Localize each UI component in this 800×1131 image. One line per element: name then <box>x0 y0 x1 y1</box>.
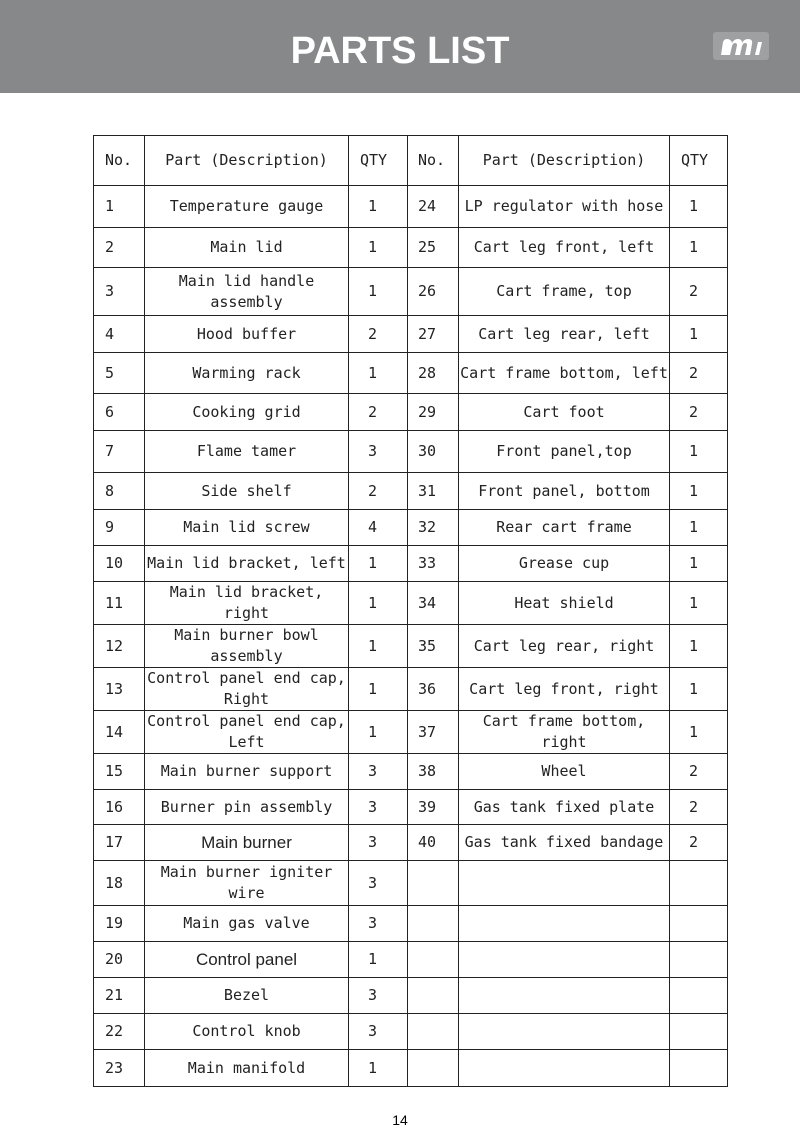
table-row <box>94 978 728 1014</box>
part-quantity: 1 <box>670 316 728 353</box>
part-number: 16 <box>94 790 145 825</box>
part-quantity: 1 <box>670 510 728 546</box>
part-quantity: 1 <box>349 546 408 582</box>
part-quantity: 1 <box>349 582 408 625</box>
part-quantity: 2 <box>670 394 728 431</box>
part-quantity: 2 <box>349 473 408 510</box>
part-description: Cart frame, top <box>459 268 670 316</box>
part-number: 22 <box>94 1014 145 1050</box>
part-description: Gas tank fixed plate <box>459 790 670 825</box>
table-row <box>94 861 728 906</box>
part-quantity: 1 <box>670 625 728 668</box>
column-header-no: No. <box>94 136 145 186</box>
part-number: 24 <box>408 186 459 228</box>
part-number: 5 <box>94 353 145 394</box>
part-description: Flame tamer <box>145 431 349 473</box>
part-quantity: 2 <box>349 316 408 353</box>
empty-cell <box>459 978 670 1014</box>
part-description: Main gas valve <box>145 906 349 942</box>
part-number: 9 <box>94 510 145 546</box>
part-quantity: 3 <box>349 825 408 861</box>
table-row <box>94 754 728 790</box>
part-quantity: 3 <box>349 978 408 1014</box>
empty-cell <box>459 1014 670 1050</box>
part-description: Cart frame bottom, right <box>459 711 670 754</box>
empty-cell <box>408 906 459 942</box>
part-number: 26 <box>408 268 459 316</box>
part-number: 35 <box>408 625 459 668</box>
empty-cell <box>670 906 728 942</box>
part-quantity: 2 <box>670 268 728 316</box>
part-number: 29 <box>408 394 459 431</box>
empty-cell <box>670 1014 728 1050</box>
part-quantity: 2 <box>670 754 728 790</box>
part-description: Wheel <box>459 754 670 790</box>
part-number: 23 <box>94 1050 145 1087</box>
empty-cell <box>408 978 459 1014</box>
table-row <box>94 186 728 228</box>
part-description: Main burner support <box>145 754 349 790</box>
part-number: 31 <box>408 473 459 510</box>
part-description: Cart frame bottom, left <box>459 353 670 394</box>
part-description: Main lid handle assembly <box>145 268 349 316</box>
part-quantity: 3 <box>349 431 408 473</box>
part-number: 18 <box>94 861 145 906</box>
part-description: Cart leg rear, left <box>459 316 670 353</box>
part-description: Burner pin assembly <box>145 790 349 825</box>
part-number: 13 <box>94 668 145 711</box>
part-description: Rear cart frame <box>459 510 670 546</box>
empty-cell <box>408 1050 459 1087</box>
part-description: Front panel,top <box>459 431 670 473</box>
part-number: 3 <box>94 268 145 316</box>
part-number: 34 <box>408 582 459 625</box>
part-quantity: 1 <box>349 942 408 978</box>
part-quantity: 3 <box>349 861 408 906</box>
part-number: 15 <box>94 754 145 790</box>
part-description: Main manifold <box>145 1050 349 1087</box>
table-row <box>94 711 728 754</box>
empty-cell <box>408 942 459 978</box>
part-description: Side shelf <box>145 473 349 510</box>
part-quantity: 1 <box>670 186 728 228</box>
part-number: 6 <box>94 394 145 431</box>
part-number: 17 <box>94 825 145 861</box>
part-quantity: 1 <box>349 711 408 754</box>
part-description: Warming rack <box>145 353 349 394</box>
brand-logo-icon <box>713 32 769 60</box>
part-number: 7 <box>94 431 145 473</box>
part-description: Control knob <box>145 1014 349 1050</box>
part-quantity: 3 <box>349 906 408 942</box>
part-description: Main lid bracket, left <box>145 546 349 582</box>
part-quantity: 1 <box>670 582 728 625</box>
part-number: 21 <box>94 978 145 1014</box>
part-number: 10 <box>94 546 145 582</box>
column-header-description: Part (Description) <box>459 136 670 186</box>
part-description: LP regulator with hose <box>459 186 670 228</box>
part-quantity: 2 <box>670 825 728 861</box>
part-number: 37 <box>408 711 459 754</box>
part-quantity: 1 <box>349 228 408 268</box>
table-row <box>94 353 728 394</box>
table-row <box>94 431 728 473</box>
part-number: 12 <box>94 625 145 668</box>
part-description: Main burner igniter wire <box>145 861 349 906</box>
part-description: Control panel end cap, Right <box>145 668 349 711</box>
empty-cell <box>459 861 670 906</box>
part-description: Main lid screw <box>145 510 349 546</box>
parts-table <box>93 135 728 1087</box>
table-row <box>94 825 728 861</box>
part-quantity: 1 <box>670 711 728 754</box>
table-row <box>94 1050 728 1087</box>
part-quantity: 2 <box>670 790 728 825</box>
table-row <box>94 546 728 582</box>
part-quantity: 1 <box>670 431 728 473</box>
column-header-no: No. <box>408 136 459 186</box>
part-number: 30 <box>408 431 459 473</box>
part-description: Bezel <box>145 978 349 1014</box>
part-description: Control panel <box>145 942 349 978</box>
page-header <box>0 0 800 93</box>
empty-cell <box>408 861 459 906</box>
part-number: 14 <box>94 711 145 754</box>
part-number: 40 <box>408 825 459 861</box>
part-quantity: 1 <box>670 473 728 510</box>
part-description: Cooking grid <box>145 394 349 431</box>
table-header-row <box>94 136 728 186</box>
column-header-qty: QTY <box>349 136 408 186</box>
column-header-description: Part (Description) <box>145 136 349 186</box>
table-row <box>94 668 728 711</box>
table-row <box>94 582 728 625</box>
part-description: Main burner bowl assembly <box>145 625 349 668</box>
empty-cell <box>459 942 670 978</box>
part-quantity: 1 <box>349 186 408 228</box>
part-description: Main burner <box>145 825 349 861</box>
part-number: 2 <box>94 228 145 268</box>
table-row <box>94 473 728 510</box>
table-row <box>94 394 728 431</box>
part-number: 28 <box>408 353 459 394</box>
table-row <box>94 228 728 268</box>
part-description: Gas tank fixed bandage <box>459 825 670 861</box>
part-description: Cart leg front, right <box>459 668 670 711</box>
part-quantity: 4 <box>349 510 408 546</box>
empty-cell <box>670 978 728 1014</box>
part-number: 19 <box>94 906 145 942</box>
part-quantity: 1 <box>349 625 408 668</box>
table-row <box>94 906 728 942</box>
part-number: 32 <box>408 510 459 546</box>
part-number: 20 <box>94 942 145 978</box>
part-number: 39 <box>408 790 459 825</box>
table-row <box>94 316 728 353</box>
part-description: Cart leg rear, right <box>459 625 670 668</box>
part-quantity: 2 <box>349 394 408 431</box>
part-description: Front panel, bottom <box>459 473 670 510</box>
part-description: Cart leg front, left <box>459 228 670 268</box>
part-quantity: 1 <box>349 268 408 316</box>
table-row <box>94 790 728 825</box>
table-row <box>94 942 728 978</box>
part-quantity: 3 <box>349 790 408 825</box>
page-title: PARTS LIST <box>290 30 510 72</box>
part-description: Control panel end cap, Left <box>145 711 349 754</box>
part-number: 11 <box>94 582 145 625</box>
part-quantity: 3 <box>349 1014 408 1050</box>
empty-cell <box>408 1014 459 1050</box>
part-quantity: 1 <box>670 668 728 711</box>
part-quantity: 1 <box>349 353 408 394</box>
empty-cell <box>670 1050 728 1087</box>
part-quantity: 1 <box>349 668 408 711</box>
part-number: 27 <box>408 316 459 353</box>
empty-cell <box>670 942 728 978</box>
part-number: 8 <box>94 473 145 510</box>
part-quantity: 1 <box>349 1050 408 1087</box>
part-quantity: 2 <box>670 353 728 394</box>
table-row <box>94 1014 728 1050</box>
part-description: Temperature gauge <box>145 186 349 228</box>
part-number: 25 <box>408 228 459 268</box>
table-row <box>94 510 728 546</box>
part-number: 36 <box>408 668 459 711</box>
empty-cell <box>459 1050 670 1087</box>
part-number: 38 <box>408 754 459 790</box>
part-number: 33 <box>408 546 459 582</box>
page-number: 14 <box>392 1112 408 1128</box>
table-row <box>94 625 728 668</box>
part-description: Grease cup <box>459 546 670 582</box>
brand-logo <box>713 32 769 60</box>
column-header-qty: QTY <box>670 136 728 186</box>
part-description: Main lid <box>145 228 349 268</box>
table-row <box>94 268 728 316</box>
part-description: Hood buffer <box>145 316 349 353</box>
part-description: Heat shield <box>459 582 670 625</box>
part-quantity: 1 <box>670 546 728 582</box>
part-number: 4 <box>94 316 145 353</box>
empty-cell <box>670 861 728 906</box>
part-number: 1 <box>94 186 145 228</box>
part-quantity: 3 <box>349 754 408 790</box>
part-quantity: 1 <box>670 228 728 268</box>
empty-cell <box>459 906 670 942</box>
part-description: Cart foot <box>459 394 670 431</box>
part-description: Main lid bracket, right <box>145 582 349 625</box>
